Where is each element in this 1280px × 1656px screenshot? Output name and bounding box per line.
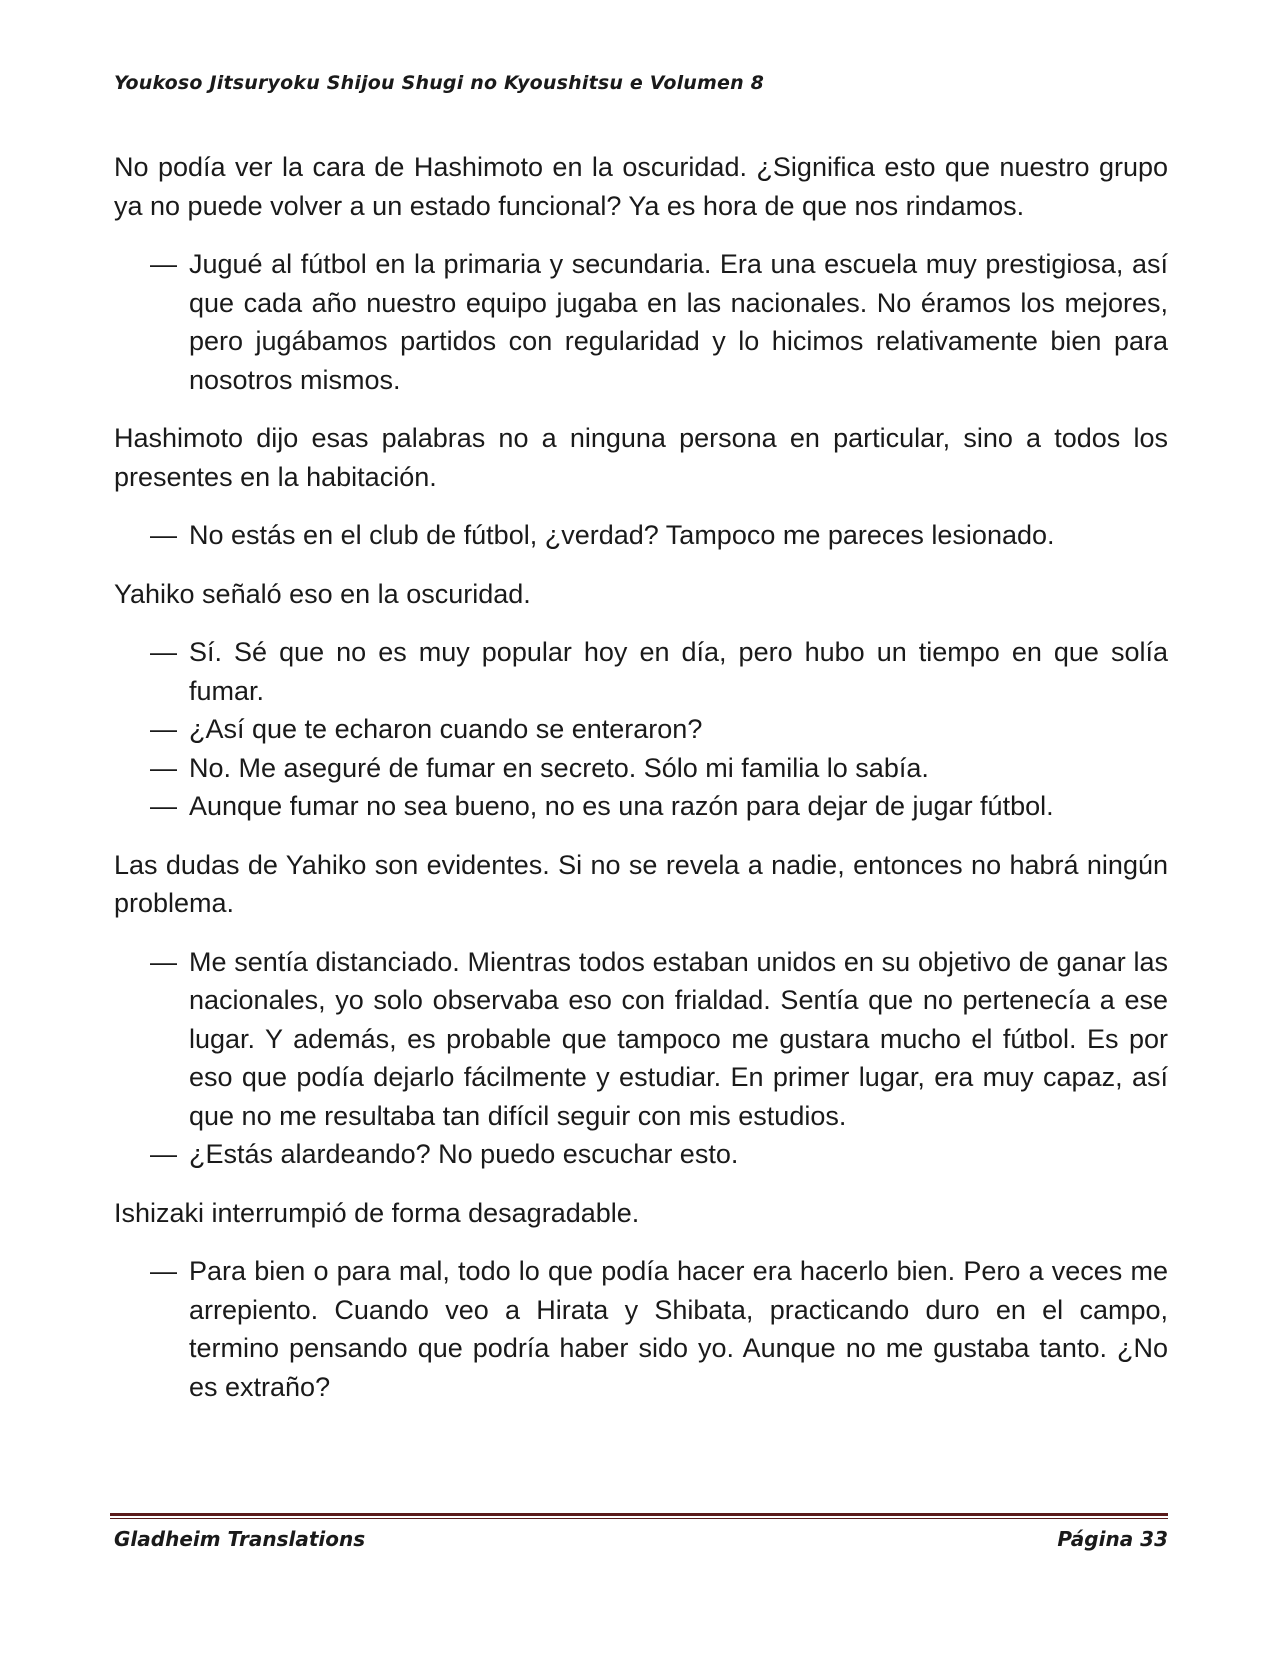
em-dash: — bbox=[150, 1139, 177, 1169]
dialogue-text: Aunque fumar no sea bueno, no es una razón para dejar de jugar fútbol. bbox=[189, 791, 1054, 821]
dialogue-group bbox=[114, 245, 1168, 399]
dialogue-line bbox=[114, 787, 1168, 826]
dialogue-group bbox=[114, 1252, 1168, 1406]
narration-paragraph: Ishizaki interrumpió de forma desagradable. bbox=[114, 1197, 640, 1228]
em-dash: — bbox=[150, 249, 177, 279]
dialogue-group bbox=[114, 633, 1168, 826]
dialogue-group bbox=[114, 943, 1168, 1174]
dialogue-text: Sí. Sé que no es muy popular hoy en día, pero hubo un tiempo en que solía fumar. bbox=[189, 637, 1168, 706]
em-dash: — bbox=[150, 714, 177, 744]
dialogue-line bbox=[114, 749, 1168, 788]
narration-paragraph: Hashimoto dijo esas palabras no a ninguna persona en particular, sino a todos los presentes en la habitación. bbox=[114, 423, 1168, 492]
narration-paragraph: No podía ver la cara de Hashimoto en la oscuridad. ¿Significa esto que nuestro grupo ya no puede volver a un estado funcional? Ya es hora de que nos rindamos. bbox=[114, 152, 1168, 221]
dialogue-text: Para bien o para mal, todo lo que podía hacer era hacerlo bien. Pero a veces me arrepiento. Cuando veo a Hirata y Shibata, practicando duro en el campo, termino pensando que podría haber sido yo. Aunque no me gustaba tanto. ¿No es extraño? bbox=[189, 1256, 1168, 1402]
body-text bbox=[114, 148, 1168, 1426]
dialogue-text: Jugué al fútbol en la primaria y secundaria. Era una escuela muy prestigiosa, así que cada año nuestro equipo jugaba en las nacionales. No éramos los mejores, pero jugábamos partidos con regularidad y lo hicimos relativamente bien para nosotros mismos. bbox=[189, 249, 1168, 395]
dialogue-line bbox=[114, 1252, 1168, 1406]
dialogue-text: No estás en el club de fútbol, ¿verdad? Tampoco me pareces lesionado. bbox=[189, 520, 1055, 550]
footer-publisher: Gladheim Translations bbox=[114, 1527, 366, 1551]
dialogue-text: ¿Estás alardeando? No puedo escuchar esto. bbox=[189, 1139, 739, 1169]
dialogue-line bbox=[114, 245, 1168, 399]
narration-paragraph: Las dudas de Yahiko son evidentes. Si no se revela a nadie, entonces no habrá ningún problema. bbox=[114, 849, 1168, 918]
dialogue-text: Me sentía distanciado. Mientras todos estaban unidos en su objetivo de ganar las nacionales, yo solo observaba eso con frialdad. Sentía que no pertenecía a ese lugar. Y además, es probable que tampoco me gustara mucho el fútbol. Es por eso que podía dejarlo fácilmente y estudiar. En primer lugar, era muy capaz, así que no me resultaba tan difícil seguir con mis estudios. bbox=[189, 946, 1168, 1131]
dialogue-line bbox=[114, 943, 1168, 1136]
em-dash: — bbox=[150, 946, 177, 977]
em-dash: — bbox=[150, 791, 177, 821]
dialogue-group bbox=[114, 516, 1168, 555]
em-dash: — bbox=[150, 520, 177, 550]
page-number: Página 33 bbox=[1057, 1527, 1168, 1551]
em-dash: — bbox=[150, 752, 177, 783]
dialogue-line bbox=[114, 633, 1168, 710]
em-dash: — bbox=[150, 637, 177, 667]
dialogue-line bbox=[114, 710, 1168, 749]
em-dash: — bbox=[150, 1256, 177, 1286]
dialogue-text: No. Me aseguré de fumar en secreto. Sólo mi familia lo sabía. bbox=[189, 752, 929, 783]
narration-paragraph: Yahiko señaló eso en la oscuridad. bbox=[114, 578, 531, 609]
dialogue-line bbox=[114, 1135, 1168, 1174]
running-header: Youkoso Jitsuryoku Shijou Shugi no Kyoushitsu e Volumen 8 bbox=[114, 72, 765, 94]
footer-divider bbox=[110, 1513, 1168, 1519]
dialogue-line bbox=[114, 516, 1168, 555]
dialogue-text: ¿Así que te echaron cuando se enteraron? bbox=[189, 714, 703, 744]
